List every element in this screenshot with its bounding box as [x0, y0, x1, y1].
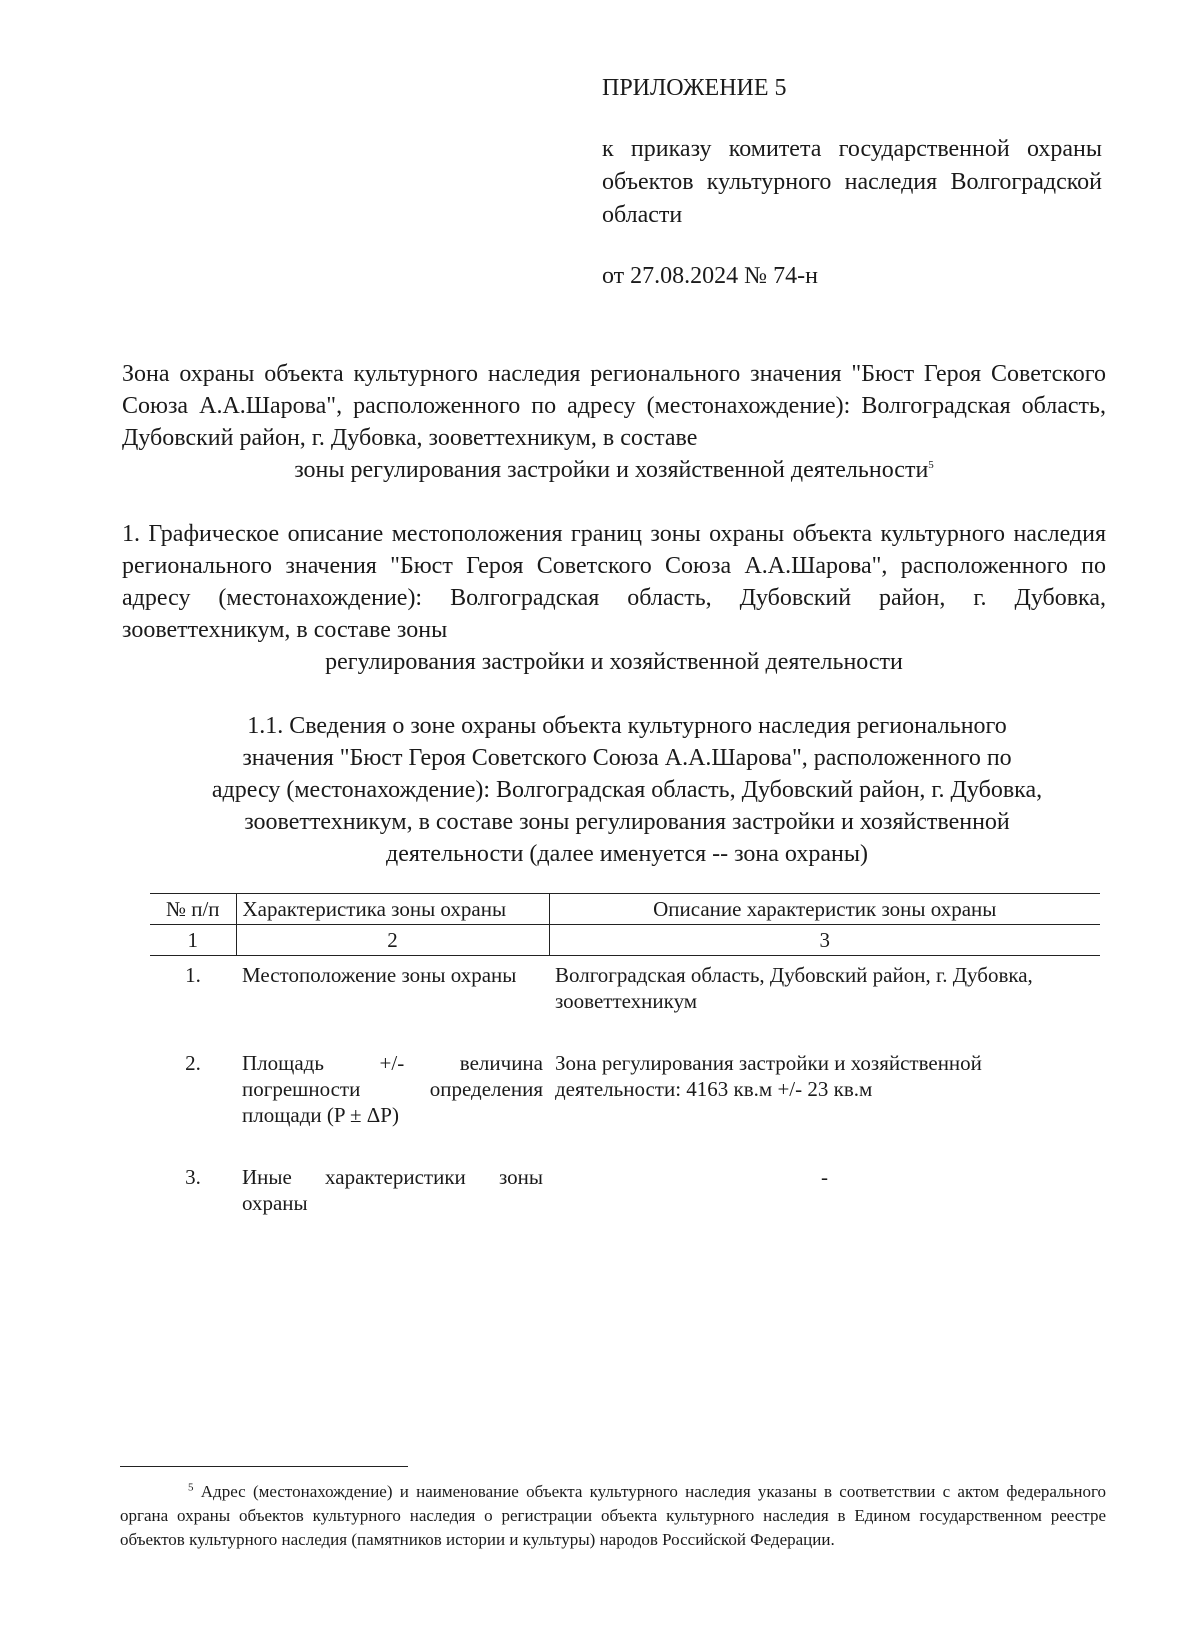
header-characteristic: Характеристика зоны охраны: [236, 894, 549, 925]
title-last-text: зоны регулирования застройки и хозяйственной деятельности: [294, 457, 929, 483]
footnote-reference: 5: [928, 459, 934, 471]
section-1-1-line: адресу (местонахождение): Волгоградская область, Дубовский район, г. Дубовка,: [211, 777, 1043, 803]
column-number-row: [150, 925, 1100, 956]
row-characteristic: Иные характеристики зоны охраны: [242, 1165, 543, 1215]
section-1-1: [160, 710, 1094, 870]
footnote-text: Адрес (местонахождение) и наименование объекта культурного наследия указаны в соответствии с актом федерального органа охраны объектов культурного наследия о регистрации объекта культурного наследия в Едином государственном реестре объектов культурного наследия (памятников истории и культуры) народов Российской Федерации.: [120, 1482, 1106, 1549]
column-number: 2: [236, 925, 549, 956]
section-1-1-line: значения "Бюст Героя Советского Союза А.А.Шарова", расположенного по: [242, 745, 1012, 771]
table-row: [150, 1158, 1100, 1218]
column-number: 1: [150, 925, 236, 956]
section-1: [122, 518, 1106, 678]
title-last-line: [122, 454, 1106, 486]
row-number: 2.: [185, 1051, 201, 1075]
section-1-1-line: зооветтехникум, в составе зоны регулирования застройки и хозяйственной: [244, 809, 1010, 835]
section-1-1-line: 1.1. Сведения о зоне охраны объекта культурного наследия регионального: [247, 713, 1007, 739]
table-header-row: [150, 894, 1100, 925]
footnote-marker: 5: [188, 1481, 194, 1494]
row-description: Волгоградская область, Дубовский район, г. Дубовка, зооветтехникум: [555, 963, 1033, 1013]
footnote: [120, 1480, 1106, 1552]
table-row: [150, 1044, 1100, 1130]
row-description: Зона регулирования застройки и хозяйственной деятельности: 4163 кв.м +/- 23 кв.м: [555, 1051, 982, 1101]
table-row: [150, 956, 1100, 1017]
section-1-body: 1. Графическое описание местоположения границ зоны охраны объекта культурного наследия регионального значения "Бюст Героя Советского Союза А.А.Шарова", расположенного по адресу (местонахождение): Волгоградская область, Дубовский район, г. Дубовка, зооветтехникум, в составе зоны: [122, 521, 1106, 643]
header-number: № п/п: [150, 894, 236, 925]
section-1-1-line: деятельности (далее именуется -- зона охраны): [386, 841, 868, 867]
appendix-heading: ПРИЛОЖЕНИЕ 5: [602, 75, 787, 101]
row-characteristic: Местоположение зоны охраны: [242, 963, 517, 987]
order-date: от 27.08.2024 № 74-н: [602, 263, 818, 289]
footnote-separator: [120, 1466, 408, 1467]
title-body: Зона охраны объекта культурного наследия регионального значения "Бюст Героя Советского Союза А.А.Шарова", расположенного по адресу (местонахождение): Волгоградская область, Дубовский район, г. Дубовка, зооветтехникум, в составе: [122, 361, 1106, 451]
row-characteristic: Площадь +/- величина погрешности определения площади (P ± ΔP): [242, 1051, 543, 1127]
approval-block: [602, 72, 1102, 293]
column-number: 3: [549, 925, 1100, 956]
row-number: 1.: [185, 963, 201, 987]
row-number: 3.: [185, 1165, 201, 1189]
section-1-last-line: регулирования застройки и хозяйственной деятельности: [325, 649, 903, 675]
header-description: Описание характеристик зоны охраны: [549, 894, 1100, 925]
order-reference: к приказу комитета государственной охраны объектов культурного наследия Волгоградской области: [602, 136, 1102, 228]
document-title: [122, 358, 1106, 486]
footnote-body: [120, 1480, 1106, 1552]
row-description: -: [821, 1165, 828, 1189]
zone-characteristics-table: [150, 893, 1100, 1218]
